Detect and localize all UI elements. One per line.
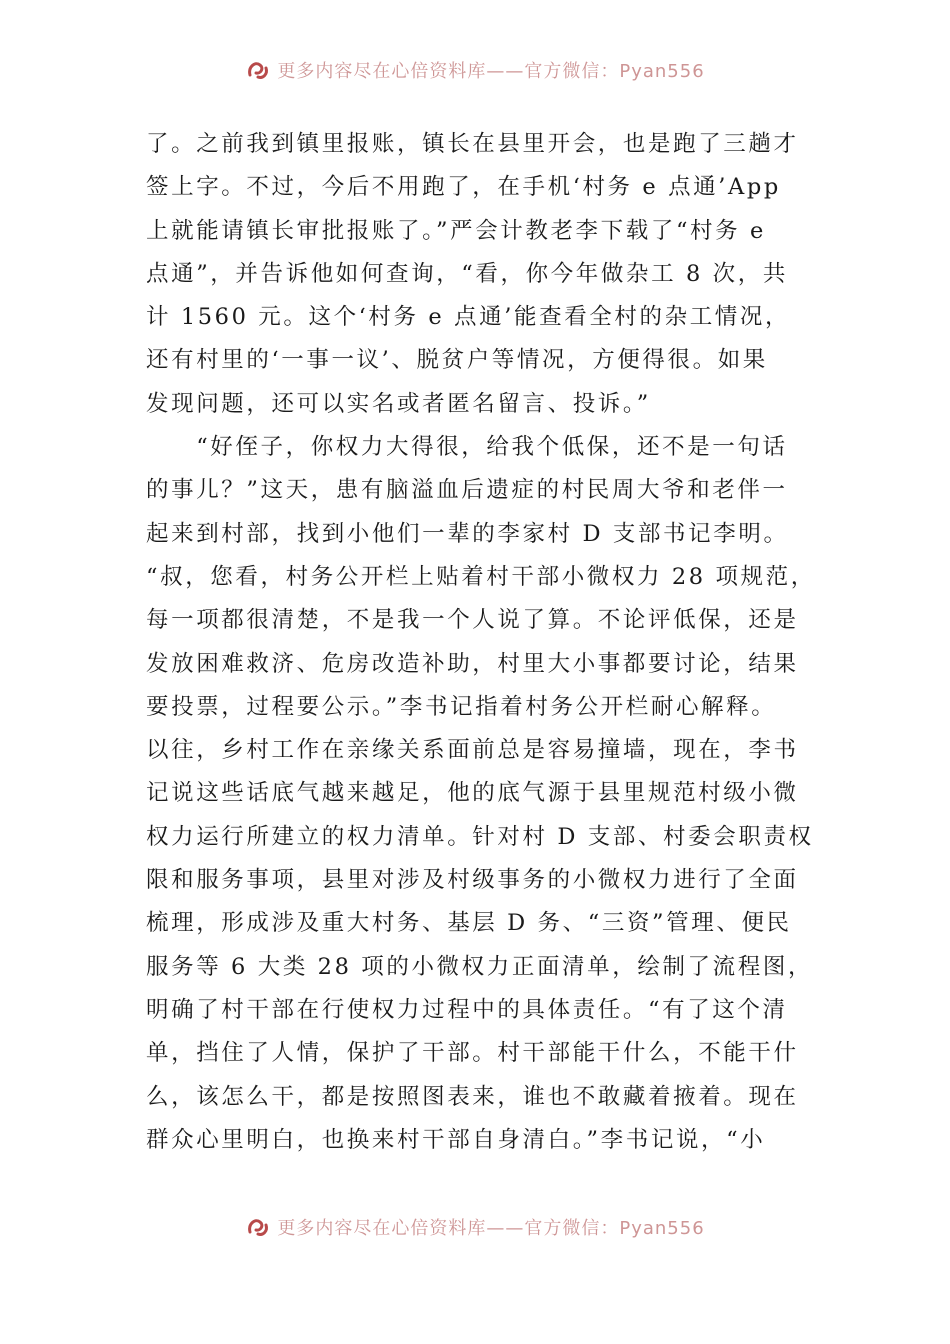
body-text-line: 服务等 6 大类 28 项的小微权力正面清单，绘制了流程图，	[146, 953, 814, 980]
body-text-line: 每一项都很清楚，不是我一个人说了算。不论评低保，还是	[146, 607, 799, 634]
body-text-line: 单，挡住了人情，保护了干部。村干部能干什么，不能干什	[146, 1040, 799, 1067]
body-text-line: 发放困难救济、危房改造补助，村里大小事都要讨论，结果	[146, 650, 799, 677]
body-text-line: 权力运行所建立的权力清单。针对村 D 支部、村委会职责权	[146, 823, 814, 850]
body-text-line: 上就能请镇长审批报账了。”严会计教老李下载了“村务 e	[146, 217, 766, 244]
body-text-line: 签上字。不过，今后不用跑了，在手机‘村务 e 点通’App	[146, 174, 781, 201]
body-text-line: 计 1560 元。这个‘村务 e 点通’能查看全村的杂工情况，	[146, 304, 791, 331]
body-text-line: 要投票，过程要公示。”李书记指着村务公开栏耐心解释。	[146, 693, 777, 720]
watermark-logo-icon	[245, 1214, 271, 1240]
body-text-line: “叔，您看，村务公开栏上贴着村干部小微权力 28 项规范，	[146, 563, 816, 590]
body-text-line: 么，该怎么干，都是按照图表来，谁也不敢藏着掖着。现在	[146, 1083, 799, 1110]
body-text-line: 了。之前我到镇里报账，镇长在县里开会，也是跑了三趟才	[146, 131, 799, 157]
header-watermark	[0, 50, 950, 90]
body-text-line: 还有村里的‘一事一议’、脱贫户等情况，方便得很。如果	[146, 347, 768, 374]
body-text-line: 限和服务事项，县里对涉及村级事务的小微权力进行了全面	[146, 867, 799, 894]
watermark-text: 更多内容尽在心倍资料库——官方微信：Pyan556	[277, 1218, 705, 1239]
body-text-line: “好侄子，你权力大得很，给我个低保，还不是一句话	[146, 434, 788, 461]
document-body	[146, 123, 816, 1162]
body-text-line: 的事儿？”这天，患有脑溢血后遗症的村民周大爷和老伴一	[146, 477, 788, 504]
body-text-line: 明确了村干部在行使权力过程中的具体责任。“有了这个清	[146, 996, 788, 1023]
body-text-line: 记说这些话底气越来越足，他的底气源于县里规范村级小微	[146, 780, 799, 807]
body-text-line: 以往，乡村工作在亲缘关系面前总是容易撞墙，现在，李书	[146, 737, 799, 764]
body-text-line: 群众心里明白，也换来村干部自身清白。”李书记说，“小	[146, 1126, 766, 1153]
body-text-line: 发现问题，还可以实名或者匿名留言、投诉。”	[146, 390, 651, 417]
body-text-line: 点通”，并告诉他如何查询，“看，你今年做杂工 8 次，共	[146, 260, 788, 287]
footer-watermark	[0, 1207, 950, 1247]
watermark-text: 更多内容尽在心倍资料库——官方微信：Pyan556	[277, 61, 705, 82]
body-text-line: 梳理，形成涉及重大村务、基层 D 务、“三资”管理、便民	[146, 910, 792, 937]
watermark-logo-icon	[245, 57, 271, 83]
body-text-line: 起来到村部，找到小他们一辈的李家村 D 支部书记李明。	[146, 520, 789, 547]
